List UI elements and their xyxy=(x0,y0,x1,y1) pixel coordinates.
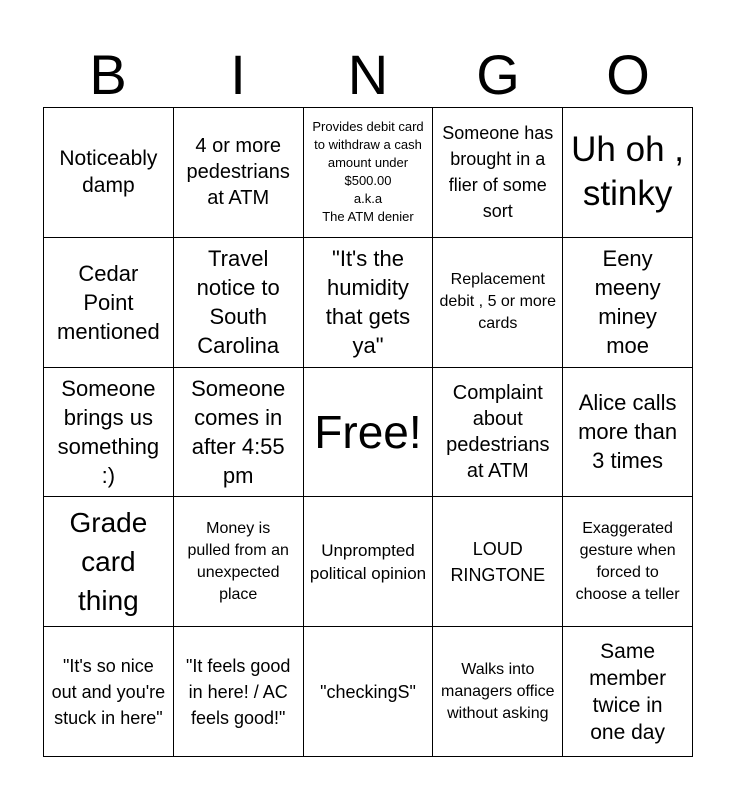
bingo-cell[interactable] xyxy=(304,108,434,238)
cell-text: "It feels good in here! / AC feels good!" xyxy=(185,655,291,728)
bingo-cell[interactable] xyxy=(433,368,563,498)
header-letter-o: O xyxy=(606,43,650,106)
cell-text: LOUD RINGTONE xyxy=(450,538,546,585)
cell-text: Alice calls more than 3 times xyxy=(578,390,678,474)
cell-text: Replacement debit , 5 or more cards xyxy=(439,271,557,333)
bingo-cell[interactable] xyxy=(563,497,693,627)
bingo-cell[interactable] xyxy=(433,108,563,238)
cell-text: Someone brings us something :) xyxy=(57,375,160,488)
bingo-cell[interactable] xyxy=(44,108,174,238)
cell-text: Eeny meeny miney moe xyxy=(594,246,661,359)
bingo-cell free-space[interactable] xyxy=(304,368,434,498)
bingo-cell[interactable] xyxy=(174,238,304,368)
header-letter-i: I xyxy=(230,43,246,106)
cell-text: "checkingS" xyxy=(320,681,416,702)
cell-text: Complaint about pedestrians at ATM xyxy=(446,381,550,482)
cell-text: Money is pulled from an unexpected place xyxy=(187,519,289,603)
cell-text: Unprompted political opinion xyxy=(309,540,427,583)
header-letter-n: N xyxy=(347,43,389,106)
cell-text: Provides debit card to withdraw a cash amount under $500.00 a.k.a The ATM denier xyxy=(312,119,424,225)
bingo-cell[interactable] xyxy=(44,497,174,627)
bingo-cell[interactable] xyxy=(433,238,563,368)
cell-text: 4 or more pedestrians at ATM xyxy=(186,135,290,210)
bingo-cell[interactable] xyxy=(433,497,563,627)
cell-text: "It's the humidity that gets ya" xyxy=(325,246,411,359)
bingo-cell[interactable] xyxy=(304,238,434,368)
cell-text: Noticeably damp xyxy=(59,147,158,198)
cell-text: Cedar Point mentioned xyxy=(57,260,160,344)
bingo-cell[interactable] xyxy=(174,497,304,627)
bingo-grid xyxy=(43,107,693,757)
cell-text: Travel notice to South Carolina xyxy=(196,246,280,359)
cell-text: Someone has brought in a flier of some sort xyxy=(442,123,554,222)
bingo-header xyxy=(43,44,693,106)
cell-text: Grade card thing xyxy=(69,507,148,617)
bingo-cell[interactable] xyxy=(433,627,563,757)
bingo-cell[interactable] xyxy=(174,627,304,757)
bingo-cell[interactable] xyxy=(563,368,693,498)
cell-text: Exaggerated gesture when forced to choose a teller xyxy=(575,519,680,603)
bingo-cell[interactable] xyxy=(174,108,304,238)
bingo-cell[interactable] xyxy=(44,627,174,757)
header-letter-b: B xyxy=(89,43,127,106)
bingo-cell[interactable] xyxy=(563,108,693,238)
cell-text: "It's so nice out and you're stuck in here" xyxy=(51,655,166,728)
bingo-cell[interactable] xyxy=(174,368,304,498)
bingo-cell[interactable] xyxy=(563,238,693,368)
cell-text: Someone comes in after 4:55 pm xyxy=(191,375,286,488)
bingo-cell[interactable] xyxy=(44,368,174,498)
cell-text: Walks into managers office without asking xyxy=(441,660,555,722)
bingo-cell[interactable] xyxy=(304,497,434,627)
cell-text: Uh oh , stinky xyxy=(571,130,685,214)
bingo-cell[interactable] xyxy=(563,627,693,757)
header-letter-g: G xyxy=(476,43,520,106)
bingo-cell[interactable] xyxy=(304,627,434,757)
bingo-cell[interactable] xyxy=(44,238,174,368)
cell-text: Same member twice in one day xyxy=(589,639,667,744)
free-space-text: Free! xyxy=(314,405,422,458)
